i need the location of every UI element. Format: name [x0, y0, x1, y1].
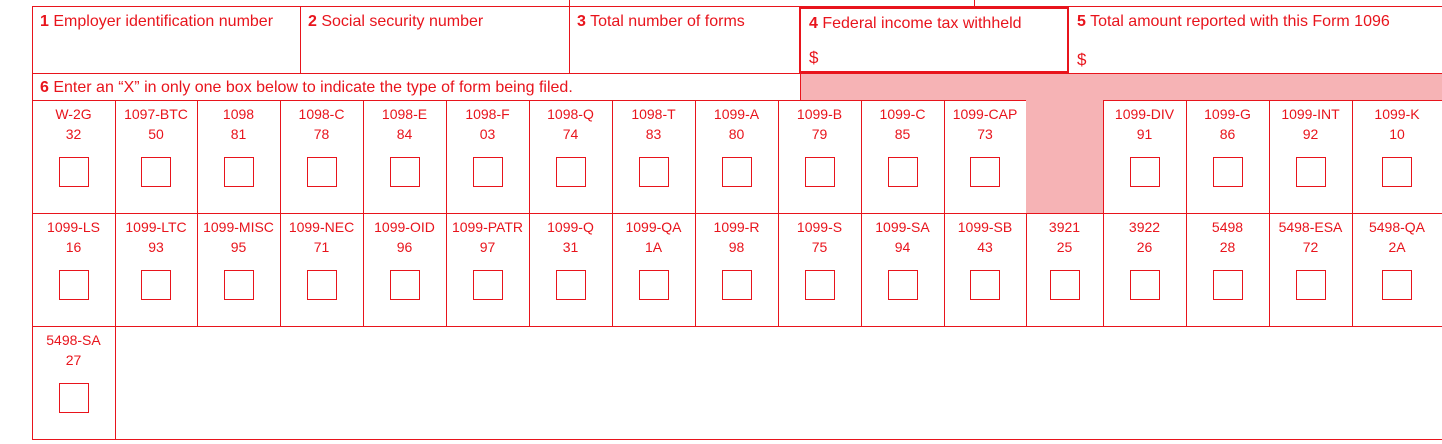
- form-name: 1099-K: [1374, 106, 1420, 122]
- form-type-cell: [944, 213, 1026, 326]
- form-type-checkbox[interactable]: [1296, 157, 1326, 187]
- form-type-cell: [1103, 100, 1186, 213]
- form-code: 97: [479, 239, 496, 255]
- field-number: 2: [308, 13, 317, 30]
- form-type-checkbox[interactable]: [970, 157, 1000, 187]
- field-number: 1: [40, 13, 49, 30]
- form-type-checkbox[interactable]: [307, 157, 337, 187]
- form-code: 92: [1302, 126, 1319, 142]
- form-type-checkbox[interactable]: [224, 157, 254, 187]
- form-code: 2A: [1388, 239, 1406, 255]
- form-code: 79: [811, 126, 828, 142]
- form-code: 83: [645, 126, 662, 142]
- form-name: 1097-BTC: [124, 106, 188, 122]
- form-name: 5498-SA: [46, 332, 101, 348]
- form-code: 74: [562, 126, 579, 142]
- form-code: 16: [65, 239, 82, 255]
- form-type-cell: [115, 100, 197, 213]
- form-name: 1099-R: [713, 219, 760, 235]
- dollar-sign: $: [809, 48, 819, 67]
- form-type-checkbox[interactable]: [805, 270, 835, 300]
- form-type-cell: [32, 213, 115, 326]
- form-type-checkbox[interactable]: [888, 157, 918, 187]
- field-total-amount[interactable]: [1069, 7, 1442, 73]
- form-code: 73: [977, 126, 993, 142]
- dollar-sign: $: [1077, 50, 1087, 69]
- form-type-cell: [363, 100, 446, 213]
- form-type-cell: [612, 100, 695, 213]
- form-name: 1099-MISC: [203, 219, 274, 235]
- field-label: Enter an “X” in only one box below to indicate the type of form being filed.: [53, 79, 573, 96]
- form-type-cell: [695, 100, 778, 213]
- divider: [300, 6, 301, 73]
- form-name: 3922: [1128, 219, 1161, 235]
- form-name: 1099-NEC: [288, 219, 355, 235]
- form-type-checkbox[interactable]: [1050, 270, 1080, 300]
- form-name: 1099-A: [713, 106, 760, 122]
- form-name: 1099-DIV: [1114, 106, 1175, 122]
- form-type-checkbox[interactable]: [722, 270, 752, 300]
- form-code: 95: [230, 239, 247, 255]
- field-label: Total number of forms: [590, 13, 745, 30]
- form-code: 10: [1389, 126, 1405, 142]
- form-name: 1099-OID: [374, 219, 435, 235]
- form-type-cell: [612, 213, 695, 326]
- form-type-cell: [695, 213, 778, 326]
- form-code: 96: [396, 239, 413, 255]
- form-type-checkbox[interactable]: [1296, 270, 1326, 300]
- form-name: 1099-Q: [547, 219, 594, 235]
- form-type-cell: [280, 213, 363, 326]
- form-type-checkbox[interactable]: [970, 270, 1000, 300]
- form-name: 1099-SB: [957, 219, 1013, 235]
- form-name: 5498-QA: [1368, 219, 1426, 235]
- form-code: 1A: [644, 239, 663, 255]
- divider: [569, 6, 570, 73]
- form-name: 3921: [1048, 219, 1081, 235]
- form-type-checkbox[interactable]: [1382, 157, 1412, 187]
- form-type-checkbox[interactable]: [390, 270, 420, 300]
- form-name: 1099-INT: [1281, 106, 1340, 122]
- form-code: 98: [728, 239, 745, 255]
- form-type-checkbox[interactable]: [805, 157, 835, 187]
- form-name: 5498: [1211, 219, 1244, 235]
- form-name: 1098: [222, 106, 255, 122]
- field-ssn[interactable]: [300, 7, 569, 73]
- shaded-cell: [1026, 100, 1103, 213]
- form-name: 1099-SA: [875, 219, 930, 235]
- form-name: 1099-G: [1204, 106, 1251, 122]
- form-code: 26: [1136, 239, 1153, 255]
- form-type-cell: [1103, 213, 1186, 326]
- form-type-cell: [778, 100, 861, 213]
- form-type-checkbox[interactable]: [1382, 270, 1412, 300]
- form-code: 91: [1136, 126, 1153, 142]
- form-name: 1099-C: [879, 106, 926, 122]
- form-type-checkbox[interactable]: [141, 270, 171, 300]
- form-name: 1099-B: [796, 106, 843, 122]
- form-code: 93: [148, 239, 164, 255]
- form-type-cell: [944, 100, 1026, 213]
- field-federal-tax-withheld[interactable]: [799, 7, 1069, 73]
- form-code: 84: [396, 126, 413, 142]
- form-type-checkbox[interactable]: [639, 270, 669, 300]
- field-label: Employer identification number: [53, 13, 274, 30]
- form-code: 71: [313, 239, 330, 255]
- form-type-checkbox[interactable]: [1130, 270, 1160, 300]
- form-code: 50: [148, 126, 164, 142]
- form-type-checkbox[interactable]: [141, 157, 171, 187]
- field-employer-id[interactable]: [32, 7, 300, 73]
- form-code: 43: [977, 239, 993, 255]
- row-rule: [32, 326, 1442, 327]
- form-type-checkbox[interactable]: [1213, 157, 1243, 187]
- form-type-cell: [280, 100, 363, 213]
- form-type-checkbox[interactable]: [722, 157, 752, 187]
- form-type-checkbox[interactable]: [473, 157, 503, 187]
- form-name: W-2G: [55, 106, 92, 122]
- form-type-cell: [1269, 100, 1352, 213]
- divider: [800, 74, 801, 100]
- box6-instruction: [32, 76, 800, 100]
- form-name: 1099-QA: [625, 219, 682, 235]
- form-code: 31: [562, 239, 579, 255]
- form-name: 5498-ESA: [1278, 219, 1343, 235]
- form-type-cell: [1269, 213, 1352, 326]
- form-type-checkbox[interactable]: [59, 383, 89, 413]
- field-total-forms[interactable]: [569, 7, 799, 73]
- shaded-area: [800, 74, 1442, 100]
- form-type-checkbox[interactable]: [888, 270, 918, 300]
- form-name: 1098-Q: [547, 106, 594, 122]
- form-type-checkbox[interactable]: [556, 157, 586, 187]
- form-type-checkbox[interactable]: [307, 270, 337, 300]
- form-type-checkbox[interactable]: [390, 157, 420, 187]
- form-type-cell: [861, 100, 944, 213]
- form-name: 1099-LS: [47, 219, 100, 235]
- form-type-cell: [1186, 100, 1269, 213]
- form-name: 1098-T: [631, 106, 676, 122]
- field-number: 5: [1077, 13, 1086, 30]
- form-name: 1098-C: [298, 106, 345, 122]
- cell-divider: [115, 326, 116, 439]
- form-type-cell: [446, 100, 529, 213]
- form-type-cell: [1352, 213, 1442, 326]
- field-label: Federal income tax withheld: [822, 15, 1022, 32]
- form-code: 78: [313, 126, 330, 142]
- form-code: 80: [728, 126, 745, 142]
- form-type-checkbox[interactable]: [59, 157, 89, 187]
- form-name: 1098-F: [465, 106, 510, 122]
- field-label: Total amount reported with this Form 1096: [1090, 13, 1390, 30]
- form-name: 1099-PATR: [451, 219, 524, 235]
- form-type-cell: [115, 213, 197, 326]
- form-type-cell: [1352, 100, 1442, 213]
- form-type-cell: [197, 213, 280, 326]
- form-type-cell: [529, 213, 612, 326]
- form-type-cell: [861, 213, 944, 326]
- form-type-cell: [32, 326, 115, 439]
- form-type-cell: [32, 100, 115, 213]
- form-code: 32: [65, 126, 82, 142]
- bottom-rule: [32, 439, 1442, 440]
- form-type-checkbox[interactable]: [1130, 157, 1160, 187]
- form-code: 03: [479, 126, 496, 142]
- field-number: 4: [809, 15, 818, 32]
- form-type-checkbox[interactable]: [556, 270, 586, 300]
- form-code: 27: [65, 352, 82, 368]
- field-number: 3: [577, 13, 586, 30]
- form-code: 25: [1056, 239, 1073, 255]
- form-code: 28: [1219, 239, 1236, 255]
- field-label: Social security number: [321, 13, 484, 30]
- form-type-cell: [1186, 213, 1269, 326]
- form-type-cell: [197, 100, 280, 213]
- form-name: 1099-CAP: [952, 106, 1018, 122]
- form-code: 86: [1219, 126, 1236, 142]
- form-type-checkbox[interactable]: [639, 157, 669, 187]
- form-name: 1099-S: [796, 219, 843, 235]
- form-type-cell: [446, 213, 529, 326]
- form-code: 75: [811, 239, 828, 255]
- form-type-cell: [363, 213, 446, 326]
- form-name: 1099-LTC: [125, 219, 187, 235]
- form-type-cell: [529, 100, 612, 213]
- form-type-checkbox[interactable]: [59, 270, 89, 300]
- form-type-checkbox[interactable]: [1213, 270, 1243, 300]
- form-type-checkbox[interactable]: [473, 270, 503, 300]
- form-code: 81: [230, 126, 247, 142]
- form-code: 72: [1302, 239, 1319, 255]
- field-number: 6: [40, 79, 49, 96]
- form-code: 94: [894, 239, 911, 255]
- form-name: 1098-E: [381, 106, 428, 122]
- form-code: 85: [894, 126, 911, 142]
- form-type-checkbox[interactable]: [224, 270, 254, 300]
- form-type-cell: [1026, 213, 1103, 326]
- form-type-cell: [778, 213, 861, 326]
